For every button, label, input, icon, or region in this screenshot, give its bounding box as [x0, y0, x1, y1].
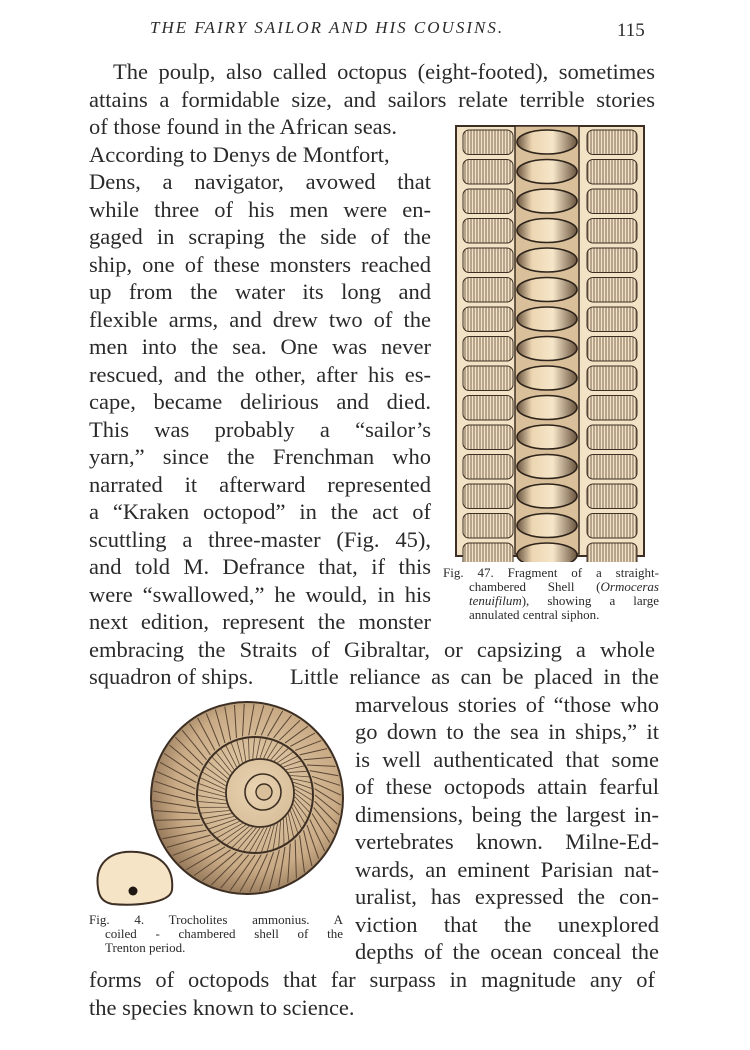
body-line: gaged in scraping the side of the	[89, 224, 431, 249]
body-line: flexible arms, and drew two of the	[89, 307, 431, 332]
body-line: narrated it afterward represented	[89, 472, 431, 497]
body-line: rescued, and the other, after his es-	[89, 362, 431, 387]
body-line: The poulp, also called octopus (eight-footed), sometimes	[113, 59, 655, 84]
body-line: is well authenticated that some	[355, 747, 659, 772]
caption-line: Fig. 47. Fragment of a straight-	[443, 565, 659, 580]
body-line: vertebrates known. Milne-Ed-	[355, 829, 659, 854]
page-number: 115	[617, 20, 645, 41]
body-line: dimensions, being the largest in-	[355, 802, 659, 827]
body-line: Little reliance as can be placed in the	[290, 664, 659, 689]
body-line: of those found in the African seas.	[89, 114, 398, 139]
caption-line: tenuifilum), showing a large	[469, 593, 659, 608]
caption-line: annulated central siphon.	[469, 607, 600, 622]
body-line: depths of the ocean conceal the	[355, 939, 659, 964]
caption-species: Ormoceras	[600, 579, 659, 594]
caption-line: coiled - chambered shell of the	[105, 926, 343, 941]
body-line: cape, became delirious and died.	[89, 389, 431, 414]
body-line: viction that the unexplored	[355, 912, 659, 937]
body-line: squadron of ships.	[89, 664, 254, 689]
body-line: go down to the sea in ships,” it	[355, 719, 659, 744]
body-line: of these octopods attain fearful	[355, 774, 659, 799]
body-line: uralist, has expressed the con-	[355, 884, 659, 909]
figure-4-caption	[89, 913, 343, 955]
body-line: According to Denys de Montfort,	[89, 142, 390, 167]
body-line: men into the sea. One was never	[89, 334, 431, 359]
body-line: ship, one of these monsters reached	[89, 252, 431, 277]
body-line: while three of his men were en-	[89, 197, 431, 222]
body-line: forms of octopods that far surpass in magnitude any of	[89, 967, 655, 992]
body-line: were “swallowed,” he would, in his	[89, 582, 431, 607]
caption-line: Fig. 4. Trocholites ammonius. A	[89, 912, 343, 927]
body-line: Dens, a navigator, avowed that	[89, 169, 431, 194]
running-title: THE FAIRY SAILOR AND HIS COUSINS.	[150, 18, 505, 37]
body-line: This was probably a “sailor’s	[89, 417, 431, 442]
body-line: scuttling a three-master (Fig. 45),	[89, 527, 431, 552]
body-line: and told M. Defrance that, if this	[89, 554, 431, 579]
body-line: wards, an eminent Parisian nat-	[355, 857, 659, 882]
body-line: yarn,” since the Frenchman who	[89, 444, 431, 469]
body-line: the species known to science.	[89, 995, 355, 1020]
figure-47-caption	[443, 566, 659, 622]
body-line: marvelous stories of “those who	[355, 692, 659, 717]
body-line: embracing the Straits of Gibraltar, or capsizing a whole	[89, 637, 655, 662]
caption-species: tenuifilum	[469, 593, 522, 608]
caption-line: chambered Shell (Ormoceras	[469, 579, 659, 594]
caption-line: Trenton period.	[105, 940, 186, 955]
figure-47-orthocone-illustration	[455, 122, 645, 562]
body-line: up from the water its long and	[89, 279, 431, 304]
body-line: attains a formidable size, and sailors relate terrible stories	[89, 87, 655, 112]
body-line: next edition, represent the monster	[89, 609, 431, 634]
body-line: a “Kraken octopod” in the act of	[89, 499, 431, 524]
figure-4-coiled-shell-illustration	[92, 700, 350, 910]
